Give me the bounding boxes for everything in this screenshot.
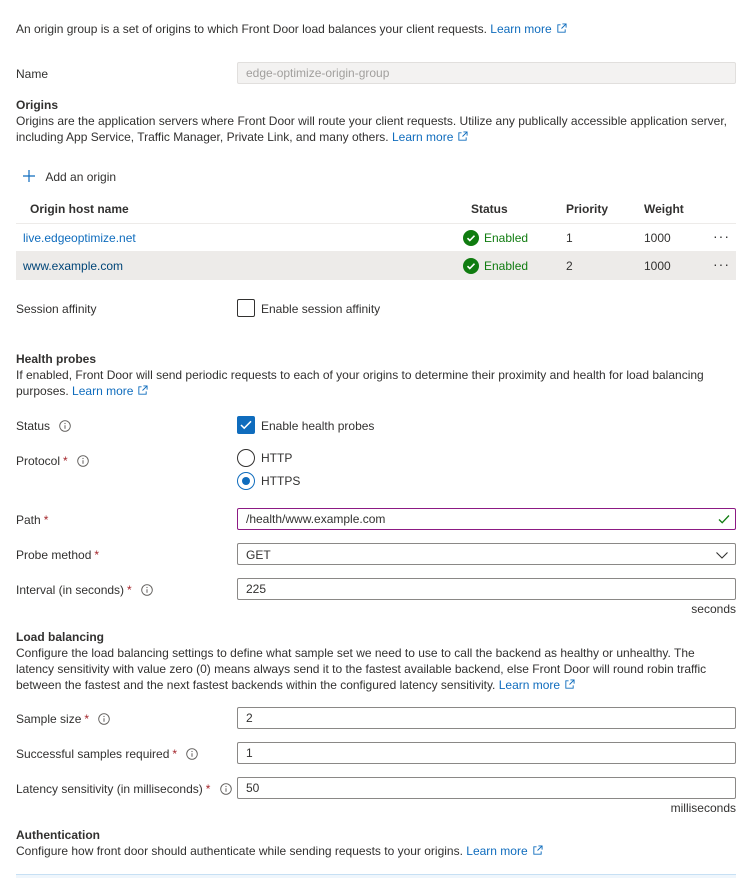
health-probes-checkbox-label[interactable]: Enable health probes — [261, 419, 375, 433]
authentication-description: Configure how front door should authenticate while sending requests to your origins. Learn more — [16, 843, 736, 859]
weight-value: 1000 — [644, 231, 671, 245]
more-actions-icon[interactable]: ··· — [713, 256, 730, 272]
priority-value: 1 — [566, 231, 573, 245]
info-icon[interactable] — [77, 455, 89, 467]
latency-suffix: milliseconds — [670, 801, 736, 815]
protocol-http-label[interactable]: HTTP — [261, 451, 293, 465]
path-label: Path * — [16, 513, 49, 527]
interval-input[interactable] — [237, 578, 736, 600]
load-balancing-description: Configure the load balancing settings to define what sample set we need to use to call the backend as healthy or unhealthy. The latency sensitivity with value zero (0) means always send it to the fastest available backend, else Front Door will round robin traffic between the fastest and the next fastest backends within the configured latency sensitivity. Learn more — [16, 646, 707, 692]
checkmark-icon — [240, 420, 252, 430]
probe-method-dropdown[interactable]: GET — [237, 543, 736, 565]
load-balancing-learn-more-link[interactable]: Learn more — [499, 678, 575, 692]
status-label: Status — [16, 418, 71, 434]
intro-text: An origin group is a set of origins to which Front Door load balances your client requests. Learn more — [16, 21, 736, 37]
successful-samples-label: Successful samples required * — [16, 746, 198, 762]
add-origin-button[interactable]: Add an origin — [22, 169, 116, 185]
status-badge: Enabled — [463, 258, 528, 274]
health-probes-checkbox[interactable] — [237, 416, 255, 434]
origins-title: Origins — [16, 98, 59, 112]
protocol-http-radio[interactable] — [237, 449, 255, 467]
sample-size-label: Sample size * — [16, 711, 110, 727]
origin-host-link[interactable]: live.edgeoptimize.net — [23, 231, 136, 245]
interval-suffix: seconds — [691, 602, 736, 616]
info-icon[interactable] — [59, 420, 71, 432]
chevron-down-icon — [715, 548, 729, 562]
more-actions-icon[interactable]: ··· — [713, 228, 730, 244]
protocol-https-radio[interactable] — [237, 472, 255, 490]
column-header-status[interactable]: Status — [471, 202, 508, 216]
health-probes-title: Health probes — [16, 352, 97, 366]
authentication-learn-more-link[interactable]: Learn more — [466, 844, 542, 858]
info-banner-edge — [16, 874, 736, 878]
column-header-host[interactable]: Origin host name — [30, 202, 129, 216]
check-circle-icon — [463, 258, 479, 274]
origins-description: Origins are the application servers where Front Door will route your client requests. Utilize any publically accessible application server, including App Service, Traffic Manager, Private Link, and many others. Learn more — [16, 114, 727, 144]
priority-value: 2 — [566, 259, 573, 273]
valid-check-icon — [717, 512, 731, 526]
latency-sensitivity-input[interactable] — [237, 777, 736, 799]
status-badge: Enabled — [463, 230, 528, 246]
info-icon[interactable] — [220, 783, 232, 795]
intro-learn-more-link[interactable]: Learn more — [490, 22, 566, 36]
weight-value: 1000 — [644, 259, 671, 273]
external-link-icon — [137, 385, 148, 396]
info-icon[interactable] — [98, 713, 110, 725]
session-affinity-checkbox-label[interactable]: Enable session affinity — [261, 302, 381, 316]
probe-method-label: Probe method * — [16, 548, 100, 562]
table-row[interactable] — [16, 252, 736, 280]
external-link-icon — [457, 131, 468, 142]
origins-grid-header — [16, 200, 736, 224]
protocol-https-label[interactable]: HTTPS — [261, 474, 301, 488]
interval-label: Interval (in seconds) * — [16, 582, 153, 598]
load-balancing-title: Load balancing — [16, 630, 105, 644]
successful-samples-input[interactable] — [237, 742, 736, 764]
external-link-icon — [532, 845, 543, 856]
column-header-weight[interactable]: Weight — [644, 202, 684, 216]
origins-learn-more-link[interactable]: Learn more — [392, 130, 468, 144]
session-affinity-label: Session affinity — [16, 302, 97, 316]
latency-sensitivity-label: Latency sensitivity (in milliseconds) * — [16, 781, 232, 797]
session-affinity-checkbox[interactable] — [237, 299, 255, 317]
name-input — [237, 62, 736, 84]
info-icon[interactable] — [186, 748, 198, 760]
sample-size-input[interactable] — [237, 707, 736, 729]
name-label: Name — [16, 67, 49, 81]
check-circle-icon — [463, 230, 479, 246]
path-input[interactable] — [237, 508, 736, 530]
authentication-title: Authentication — [16, 828, 100, 842]
origin-host-link[interactable]: www.example.com — [23, 259, 124, 273]
plus-icon — [22, 169, 36, 183]
info-icon[interactable] — [141, 584, 153, 596]
column-header-priority[interactable]: Priority — [566, 202, 609, 216]
external-link-icon — [556, 23, 567, 34]
external-link-icon — [564, 679, 575, 690]
health-probes-learn-more-link[interactable]: Learn more — [72, 384, 148, 398]
table-row[interactable] — [16, 224, 736, 252]
health-probes-description: If enabled, Front Door will send periodic requests to each of your origins to determine their proximity and health for load balancing purposes. Learn more — [16, 368, 704, 398]
protocol-label: Protocol * — [16, 453, 89, 469]
